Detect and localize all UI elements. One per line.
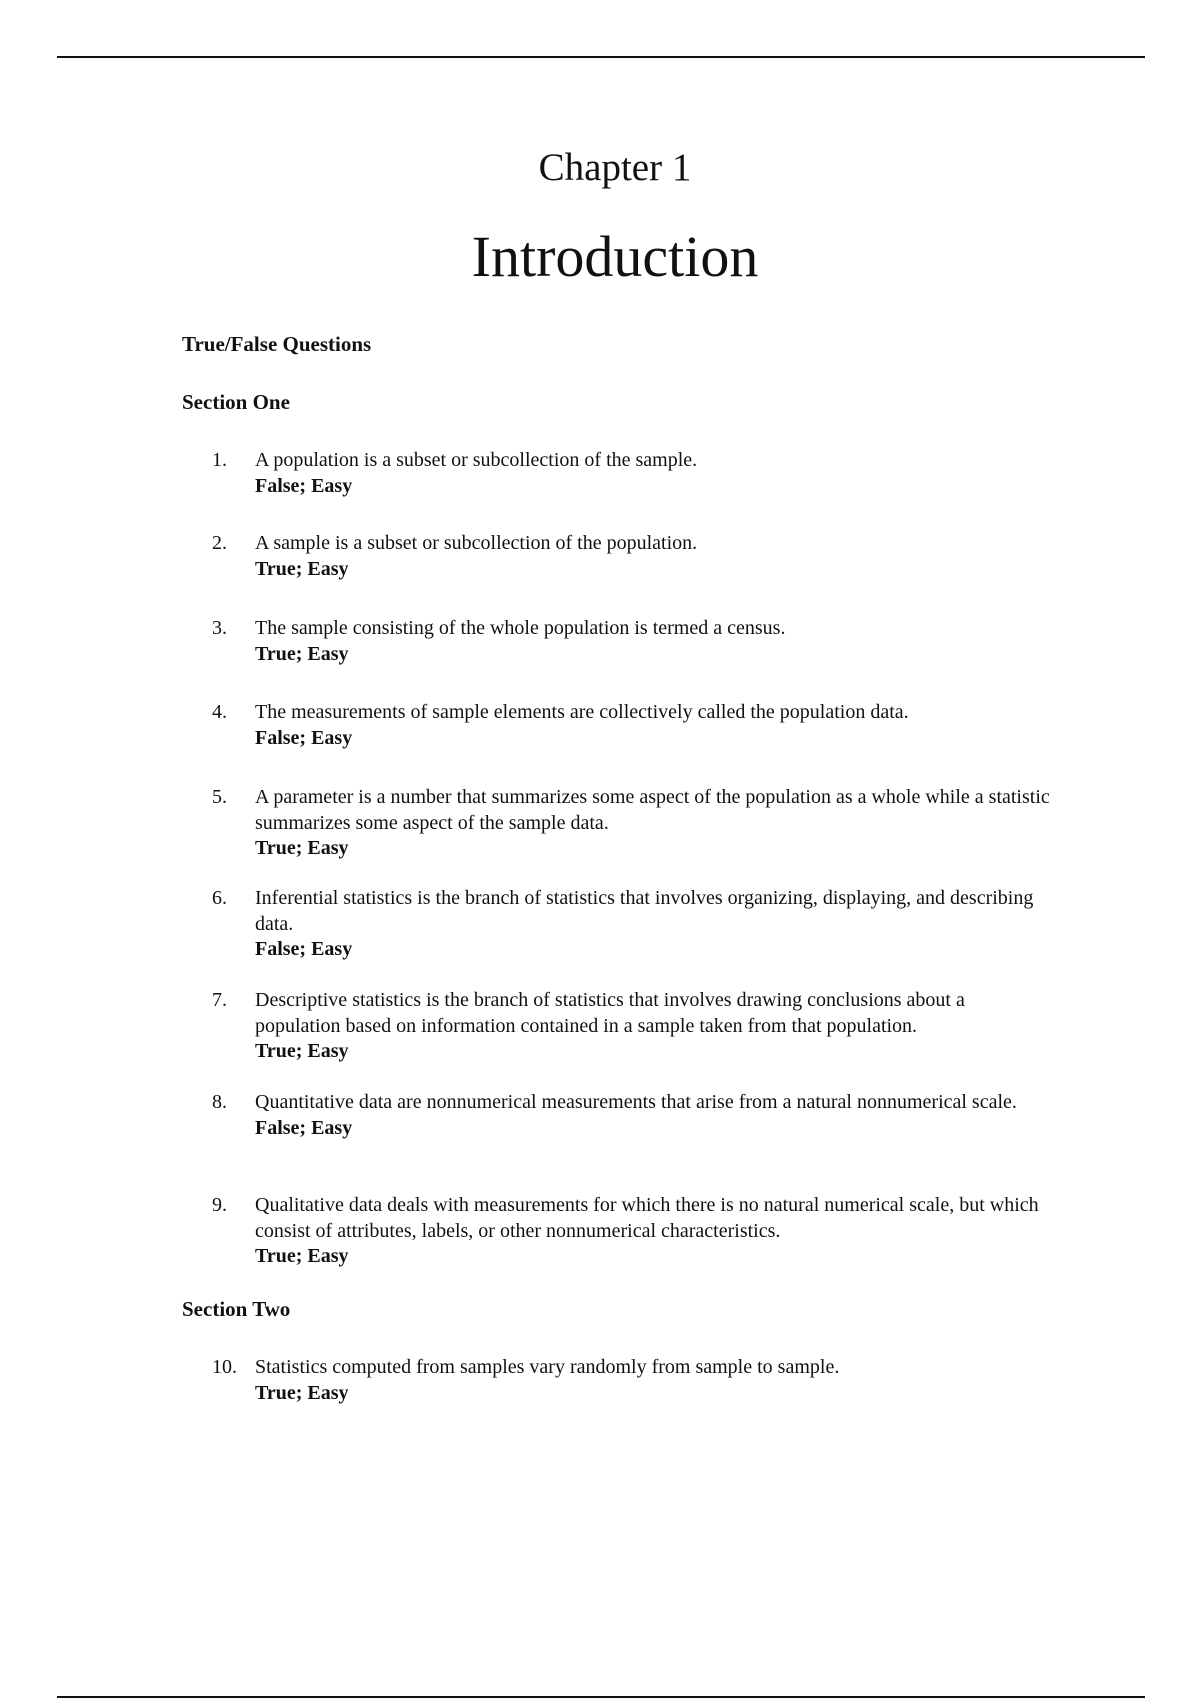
question-number: 4. bbox=[212, 701, 227, 723]
section-heading-one: Section One bbox=[182, 390, 290, 414]
bottom-rule bbox=[57, 1696, 1145, 1698]
question-answer: False; Easy bbox=[255, 1116, 353, 1139]
section-heading-two: Section Two bbox=[182, 1297, 291, 1321]
question-answer: True; Easy bbox=[255, 557, 349, 580]
question-text: Inferential statistics is the branch of statistics that involves organizing, displaying, and describing data. bbox=[255, 887, 1034, 935]
question-type-heading: True/False Questions bbox=[182, 332, 372, 356]
question-answer: False; Easy bbox=[255, 474, 353, 497]
question-text: Quantitative data are nonnumerical measurements that arise from a natural nonnumerical scale. bbox=[255, 1091, 1017, 1113]
question-answer: True; Easy bbox=[255, 837, 349, 859]
chapter-title: Introduction bbox=[471, 224, 759, 289]
question-text: The sample consisting of the whole population is termed a census. bbox=[255, 617, 786, 639]
question-number: 7. bbox=[212, 989, 227, 1011]
question-answer: True; Easy bbox=[255, 1245, 349, 1267]
question-text: A sample is a subset or subcollection of the population. bbox=[255, 532, 698, 554]
question-number: 3. bbox=[212, 617, 227, 639]
question-text: Statistics computed from samples vary randomly from sample to sample. bbox=[255, 1356, 840, 1378]
question-number: 1. bbox=[212, 449, 227, 471]
chapter-label: Chapter 1 bbox=[538, 146, 692, 189]
question-number: 2. bbox=[212, 532, 227, 554]
question-number: 9. bbox=[212, 1194, 227, 1216]
question-number: 10. bbox=[212, 1356, 237, 1378]
question-answer: False; Easy bbox=[255, 726, 353, 749]
top-rule bbox=[57, 56, 1145, 58]
question-text: A parameter is a number that summarizes some aspect of the population as a whole while a statistic summarizes some aspect of the sample data. bbox=[255, 786, 1050, 834]
question-text: The measurements of sample elements are collectively called the population data. bbox=[255, 701, 909, 723]
question-text: Descriptive statistics is the branch of statistics that involves drawing conclusions about a population based on information contained in a sample taken from that population. bbox=[255, 989, 965, 1037]
question-answer: False; Easy bbox=[255, 938, 353, 960]
question-answer: True; Easy bbox=[255, 1381, 349, 1404]
question-number: 5. bbox=[212, 786, 227, 808]
question-number: 6. bbox=[212, 887, 227, 909]
question-number: 8. bbox=[212, 1091, 227, 1113]
question-text: Qualitative data deals with measurements for which there is no natural numerical scale, but which consist of attributes, labels, or other nonnumerical characteristics. bbox=[255, 1194, 1039, 1242]
question-answer: True; Easy bbox=[255, 642, 349, 665]
question-answer: True; Easy bbox=[255, 1040, 349, 1062]
question-text: A population is a subset or subcollection of the sample. bbox=[255, 449, 698, 471]
